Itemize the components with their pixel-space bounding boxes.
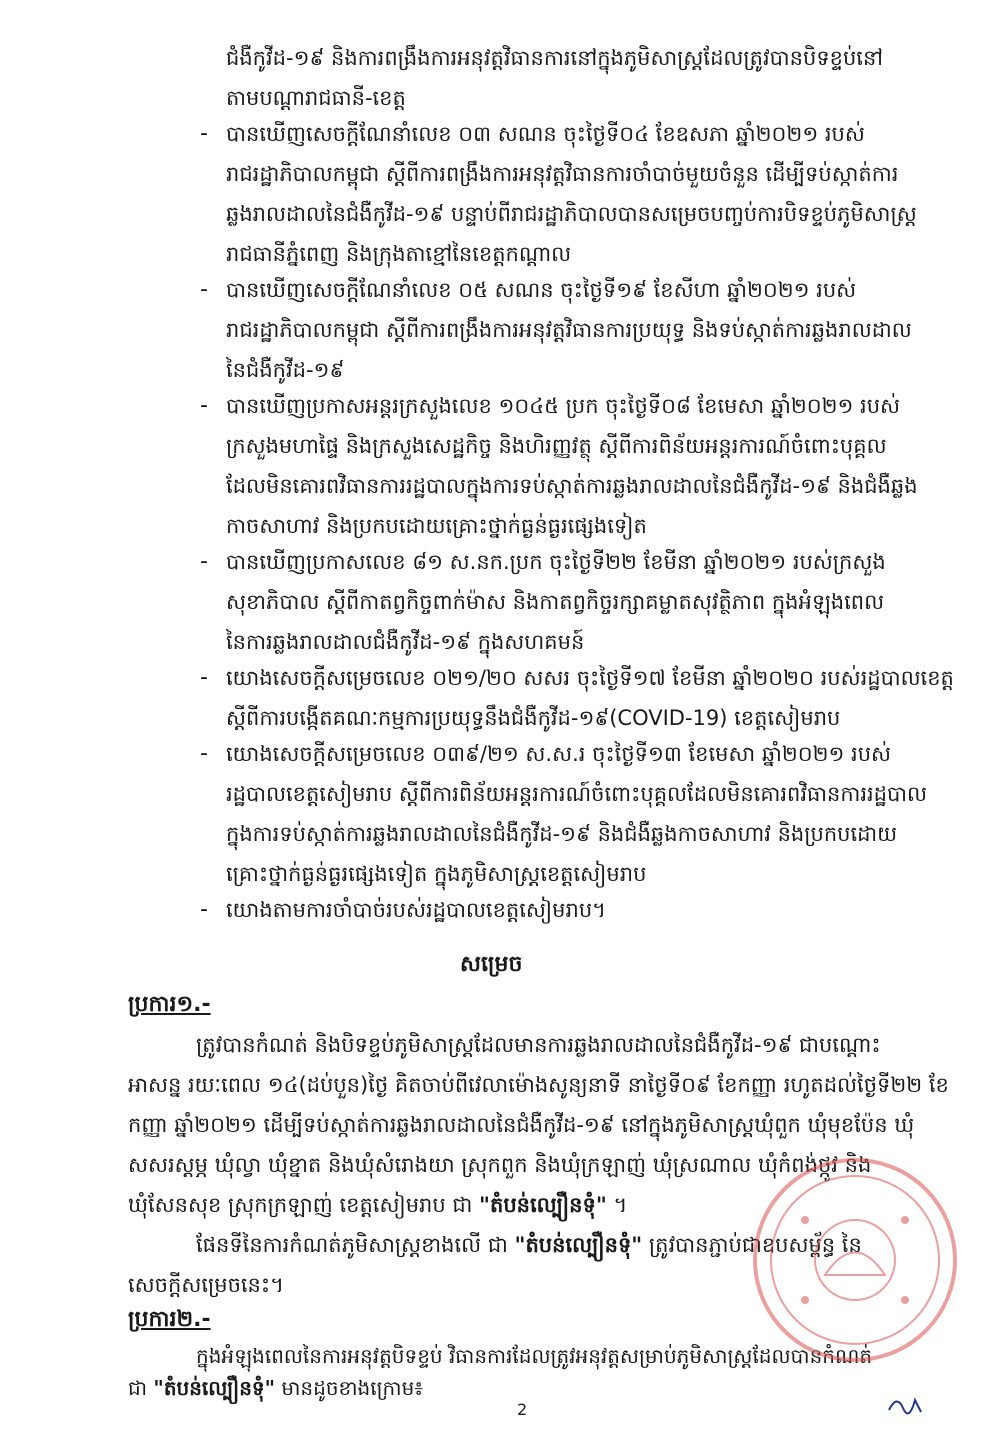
official-seal-icon — [745, 1150, 965, 1370]
intro-line: តាមបណ្ដារាជធានី-ខេត្ត — [226, 86, 406, 110]
intro-line: ជំងឺកូវីដ-១៩ និងការពង្រឹងការអនុវត្តវិធានការនៅក្នុងភូមិសាស្ត្រដែលត្រូវបានបិទខ្ទប់នៅ — [226, 46, 883, 70]
zone-name-text: តំបន់ល្បឿនទុំ — [163, 1376, 265, 1400]
zone-name-emphasis: "តំបន់ល្បឿនទុំ" — [514, 1233, 643, 1257]
bullet-line: ដែលមិនគោរពវិធានការរដ្ឋបាលក្នុងការទប់ស្កាត់ការឆ្លងរាលដាលនៃជំងឺកូវីដ-១៩ និងជំងឺឆ្លង — [226, 474, 918, 498]
bullet-line: រាជរដ្ឋាភិបាលកម្ពុជា ស្ដីពីការពង្រឹងការអនុវត្តវិធានការចាំបាច់មួយចំនួន ដើម្បីទប់ស្កាត់ការ — [226, 162, 899, 186]
bullet-line: នៃការឆ្លងរាលដាលជំងឺកូវីដ-១៩ ក្នុងសហគមន៍ — [226, 630, 585, 654]
line2-end: មានដូចខាងក្រោម៖ — [275, 1376, 424, 1400]
zone-name-text: តំបន់ល្បឿនទុំ — [525, 1233, 632, 1257]
article-1-title-text: ប្រការ១.- — [128, 992, 211, 1017]
signature-icon — [885, 1390, 925, 1420]
bullet-line: រាជធានីភ្នំពេញ និងក្រុងតាខ្មៅនៃខេត្តកណ្ដាល — [226, 242, 572, 266]
article-1-para2-end: សេចក្ដីសម្រេចនេះ។ — [128, 1273, 284, 1297]
zone-name-emphasis: "តំបន់ល្បឿនទុំ" — [479, 1193, 607, 1217]
bullet-line: បានឃើញប្រកាសអន្តរក្រសួងលេខ ១០៤៥ ប្រក ចុះថ្ងៃទី០៨ ខែមេសា ឆ្នាំ២០២១ របស់ — [226, 394, 901, 418]
article-1-line: សសរស្ដម្ភ ឃុំល្វា ឃុំខ្នាត និងឃុំសំរោងយា ស្រុកពួក និងឃុំក្រឡាញ់ ឃុំស្រណាល ឃុំកំពង់ថ្កូវ និង — [128, 1153, 872, 1177]
bullet-line: នៃជំងឺកូវីដ-១៩ — [226, 358, 345, 382]
bullet-dash: - — [200, 549, 208, 574]
bullet-line: ក្រសួងមហាផ្ទៃ និងក្រសួងសេដ្ឋកិច្ច និងហិរញ្ញវត្ថុ ស្ដីពីការពិន័យអន្តរការណ៍ចំពោះបុគ្គល — [226, 434, 887, 458]
bullet-line: សុខាភិបាល ស្ដីពីកាតព្វកិច្ចពាក់ម៉ាស និងកាតព្វកិច្ចរក្សាគម្លាតសុវត្ថិភាព ក្នុងអំឡុងពេល — [226, 590, 885, 614]
article-1-line: កញ្ញា ឆ្នាំ២០២១ ដើម្បីទប់ស្កាត់ការឆ្លងរាលដាលនៃជំងឺកូវីដ-១៩ នៅក្នុងភូមិសាស្ត្រឃុំពួក ឃុំមុខប៉ែន ឃុំ — [128, 1113, 915, 1137]
article-1-line-end: ។ — [606, 1193, 628, 1217]
bullet-line: រាជរដ្ឋាភិបាលកម្ពុជា ស្ដីពីការពង្រឹងការអនុវត្តវិធានការប្រយុទ្ធ និងទប់ស្កាត់ការឆ្លងរាលដាល — [226, 318, 912, 342]
article-1-line-text: ឃុំសែនសុខ ស្រុកក្រឡាញ់ ខេត្តសៀមរាប ជា — [128, 1193, 480, 1217]
bullet-line: បានឃើញប្រកាសលេខ ៨១ ស.នក.ប្រក ចុះថ្ងៃទី២២ ខែមីនា ឆ្នាំ២០២១ របស់ក្រសួង — [226, 550, 886, 574]
bullet-dash: - — [200, 393, 208, 418]
article-1-title — [128, 985, 211, 1025]
line2-start: ជា — [128, 1376, 154, 1400]
page-number: 2 — [517, 1400, 528, 1419]
para2-start: ផែនទីនៃការកំណត់ភូមិសាស្ត្រខាងលើ ជា — [196, 1233, 515, 1257]
article-1-line: ត្រូវបានកំណត់ និងបិទខ្ទប់ភូមិសាស្ត្រដែលមានការឆ្លងរាលដាលនៃជំងឺកូវីដ-១៩ ជាបណ្ដោះ — [196, 1033, 881, 1057]
bullet-line: យោងសេចក្ដីសម្រេចលេខ ០២១/២០ សសរ ចុះថ្ងៃទី១៧ ខែមីនា ឆ្នាំ២០២០ របស់រដ្ឋបាលខេត្ត — [226, 666, 954, 690]
zone-name-text: តំបន់ល្បឿនទុំ — [490, 1193, 596, 1217]
bullet-dash: - — [200, 741, 208, 766]
article-2-line: ក្នុងអំឡុងពេលនៃការអនុវត្តបិទខ្ទប់ វិធានការដែលត្រូវអនុវត្តសម្រាប់ភូមិសាស្ត្រដែលបានកំណត់ — [196, 1344, 873, 1368]
bullet-line: យោងតាមការចាំបាច់របស់រដ្ឋបាលខេត្តសៀមរាប។ — [226, 898, 607, 922]
bullet-line: បានឃើញសេចក្ដីណែនាំលេខ ០៥ សណន ចុះថ្ងៃទី១៩ ខែសីហា ឆ្នាំ២០២១ របស់ — [226, 278, 857, 302]
bullet-line: រដ្ឋបាលខេត្តសៀមរាប ស្ដីពីការពិន័យអន្តរការណ៍ចំពោះបុគ្គលដែលមិនគោរពវិធានការរដ្ឋបាល — [226, 782, 927, 806]
bullet-line: ស្ដីពីការបង្កើតគណៈកម្មការប្រយុទ្ធនឹងជំងឺកូវីដ-១៩(COVID-19) ខេត្តសៀមរាប — [226, 706, 841, 730]
bullet-dash: - — [200, 121, 208, 146]
bullet-line: ឆ្លងរាលដាលនៃជំងឺកូវីដ-១៩ បន្ទាប់ពីរាជរដ្ឋាភិបាលបានសម្រេចបញ្ចប់ការបិទខ្ទប់ភូមិសាស្ត្រ — [226, 202, 917, 226]
article-1-line: អាសន្ន រយៈពេល ១៤(ដប់បួន)ថ្ងៃ គិតចាប់ពីវេលាម៉ោងសូន្យនាទី នាថ្ងៃទី០៩ ខែកញ្ញា រហូតដល់ថ្ងៃទី២២ ខែ — [128, 1073, 949, 1097]
bullet-line: កាចសាហាវ និងប្រកបដោយគ្រោះថ្នាក់ធ្ងន់ធ្ងរផ្សេងទៀត — [226, 514, 647, 538]
article-2-title-text: ប្រការ២.- — [128, 1307, 211, 1332]
para2-mid: ត្រូវបានភ្ជាប់ជាឧបសម្ព័ន្ធ នៃ — [642, 1233, 862, 1257]
zone-name-emphasis: "តំបន់ល្បឿនទុំ" — [153, 1376, 276, 1400]
bullet-line: ក្នុងការទប់ស្កាត់ការឆ្លងរាលដាលនៃជំងឺកូវីដ-១៩ និងជំងឺឆ្លងកាចសាហាវ និងប្រកបដោយ — [226, 822, 898, 846]
decision-heading: សម្រេច — [460, 952, 523, 977]
bullet-dash: - — [200, 277, 208, 302]
article-2-line2 — [128, 1368, 968, 1408]
bullet-dash: - — [200, 897, 208, 922]
bullet-line: បានឃើញសេចក្ដីណែនាំលេខ ០៣ សណន ចុះថ្ងៃទី០៤ ខែឧសភា ឆ្នាំ២០២១ របស់ — [226, 122, 865, 146]
bullet-line: គ្រោះថ្នាក់ធ្ងន់ធ្ងរផ្សេងទៀត ក្នុងភូមិសាស្ត្រខេត្តសៀមរាប — [226, 862, 647, 886]
bullet-dash: - — [200, 665, 208, 690]
bullet-line: យោងសេចក្ដីសម្រេចលេខ ០៣៩/២១ ស.ស.រ ចុះថ្ងៃទី១៣ ខែមេសា ឆ្នាំ២០២១ របស់ — [226, 742, 892, 766]
article-2-title — [128, 1300, 211, 1340]
